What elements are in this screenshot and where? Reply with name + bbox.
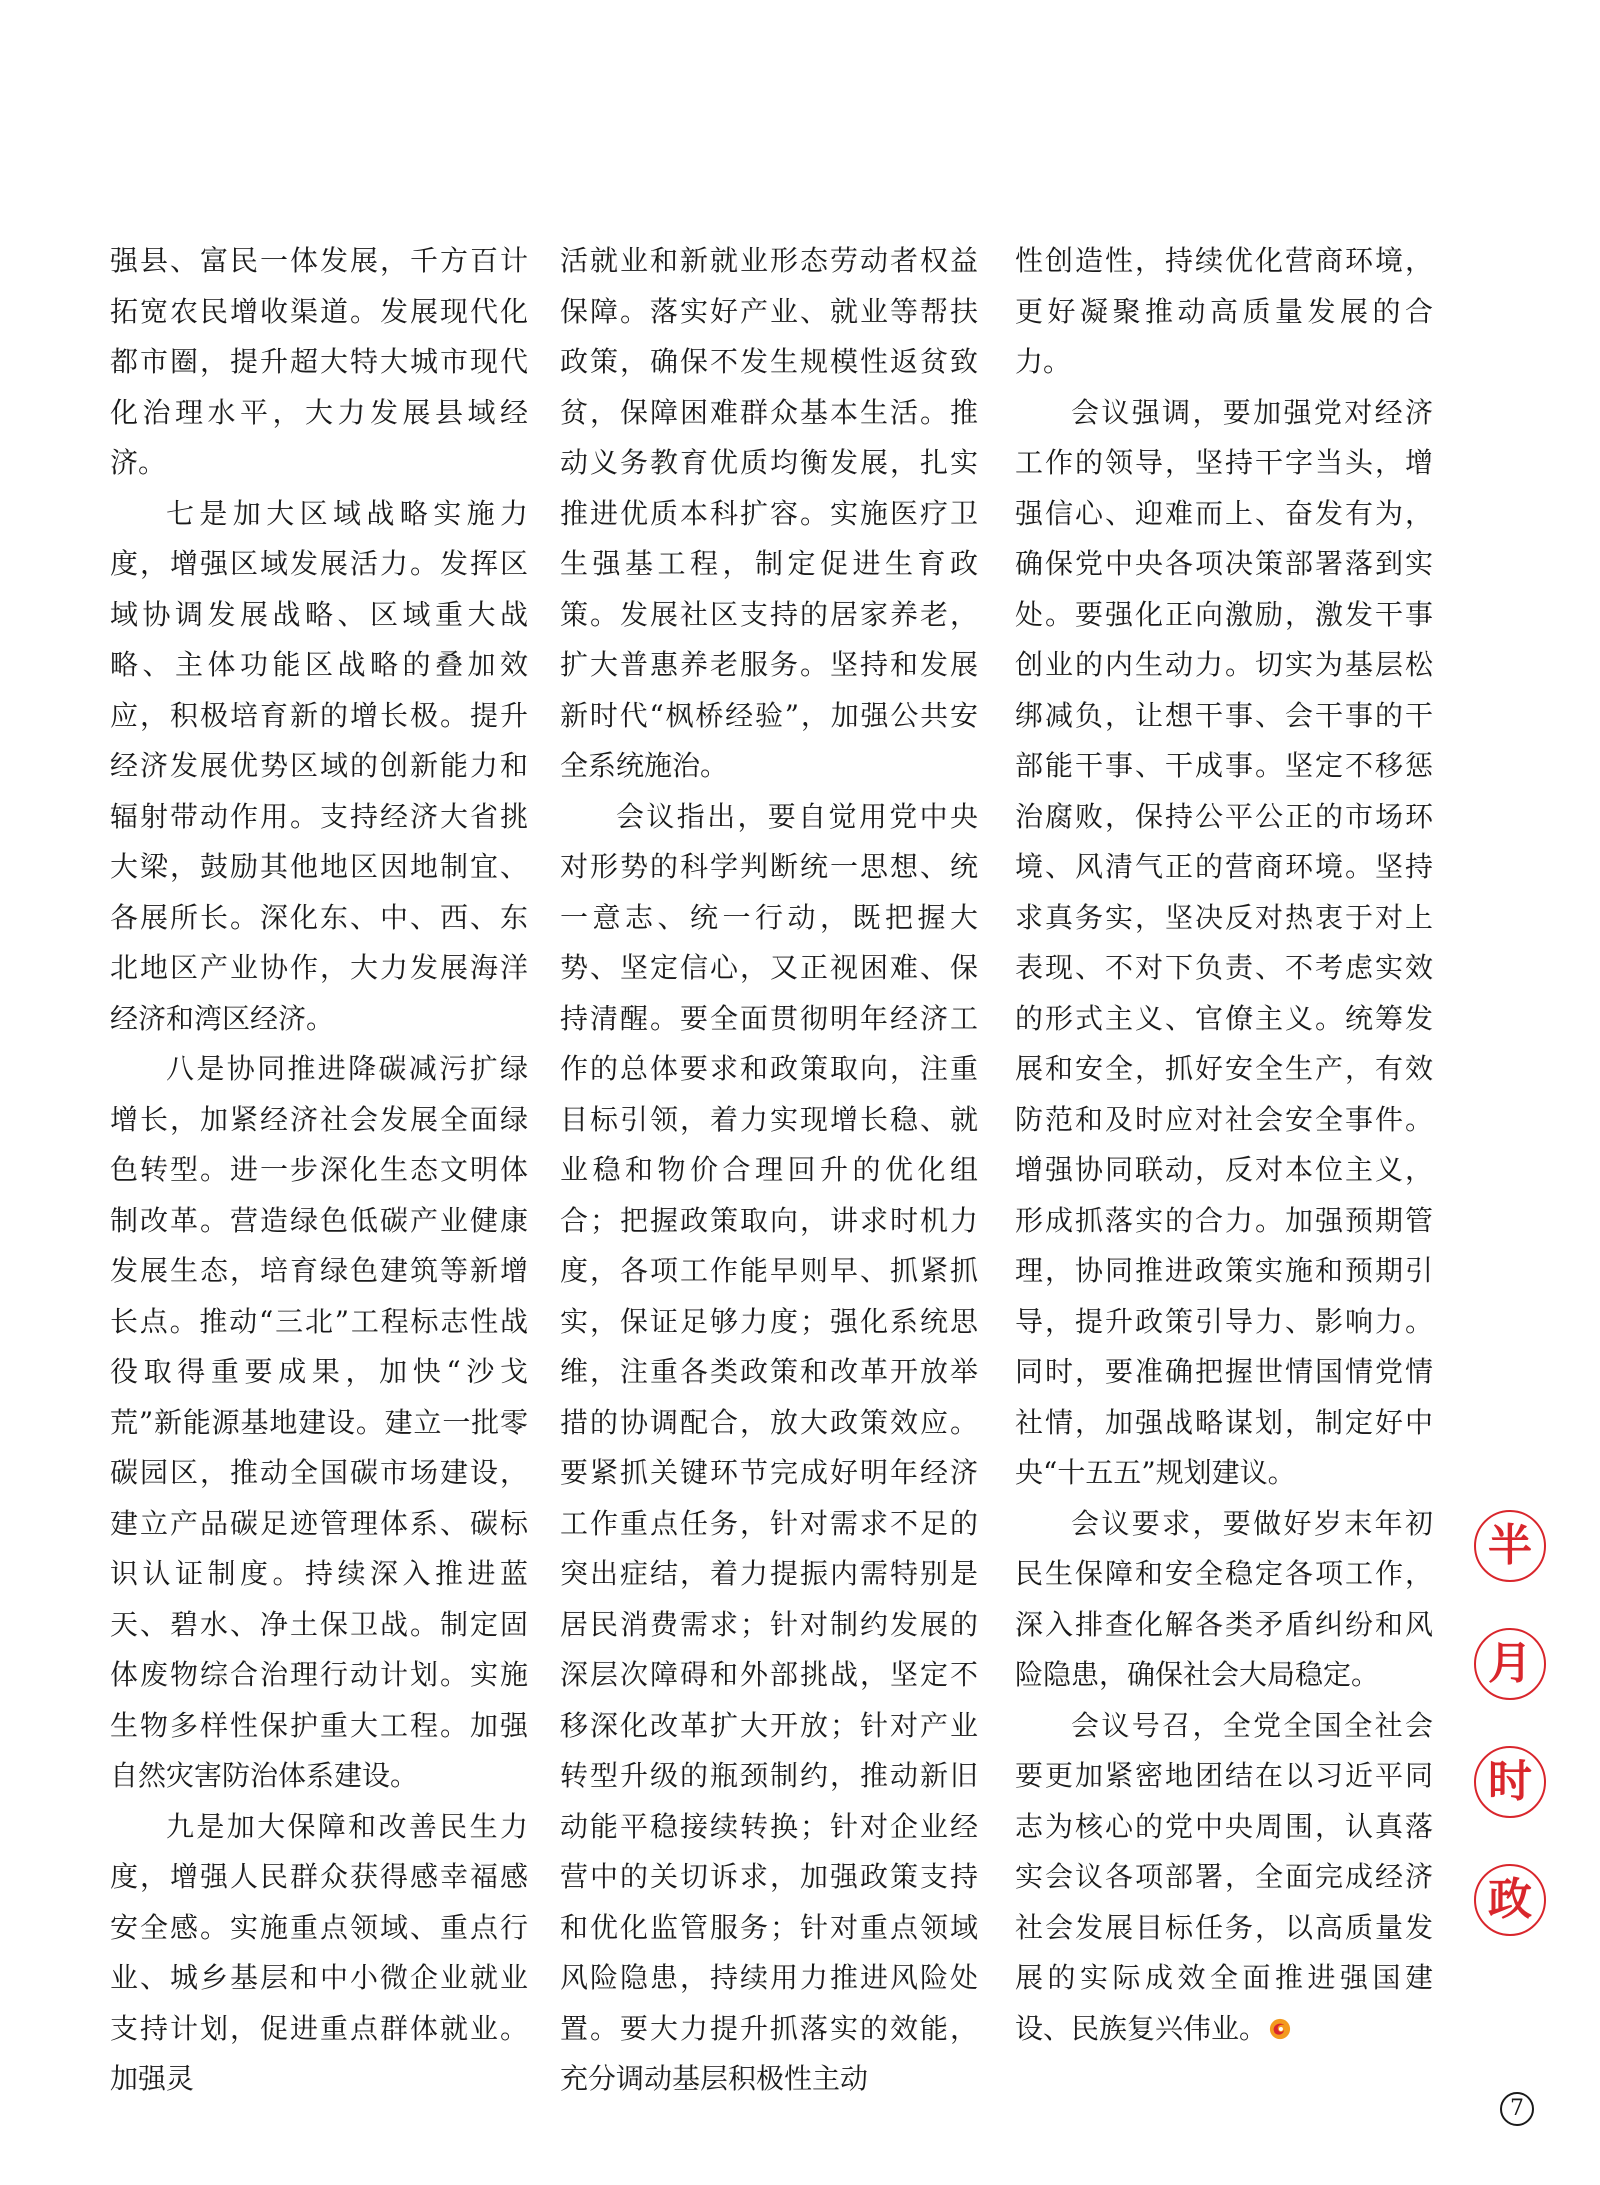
paragraph: 会议要求，要做好岁末年初民生保障和安全稳定各项工作，深入排查化解各类矛盾纠纷和风险隐患，确保社会大局稳定。 bbox=[1015, 1506, 1433, 1691]
closing-paragraph-text: 会议号召，全党全国全社会要更加紧密地团结在以习近平同志为核心的党中央周围，认真落实会议各项部署，全面完成经济社会发展目标任务，以高质量发展的实际成效全面推进强国建设、民族复兴伟业。 bbox=[1015, 1708, 1433, 2045]
paragraph: 性创造性，持续优化营商环境，更好凝聚推动高质量发展的合力。 bbox=[1015, 244, 1433, 378]
column-label-char: 时 bbox=[1474, 1746, 1546, 1818]
column-label-char: 月 bbox=[1474, 1628, 1546, 1700]
column-label-banxue-shizheng bbox=[1474, 1510, 1548, 1982]
paragraph: 会议强调，要加强党对经济工作的领导，坚持干字当头，增强信心、迎难而上、奋发有为，确保党中央各项决策部署落到实处。要强化正向激励，激发干事创业的内生动力。切实为基层松绑减负，让想干事、会干事的干部能干事、干成事。坚定不移惩治腐败，保持公平公正的市场环境、风清气正的营商环境。坚持求真务实，坚决反对热衷于对上表现、不对下负责、不考虑实效的形式主义、官僚主义。统筹发展和安全，抓好安全生产，有效防范和及时应对社会安全事件。增强协同联动，反对本位主义，形成抓落实的合力。加强预期管理，协同推进政策实施和预期引导，提升政策引导力、影响力。同时，要准确把握世情国情党情社情，加强战略谋划，制定好中央“十五五”规划建议。 bbox=[1015, 395, 1433, 1489]
paragraph: 强县、富民一体发展，千方百计拓宽农民增收渠道。发展现代化都市圈，提升超大特大城市现代化治理水平，大力发展县域经济。 bbox=[110, 244, 528, 479]
page-number: 7 bbox=[1500, 2092, 1534, 2126]
paragraph: 会议指出，要自觉用党中央对形势的科学判断统一思想、统一意志、统一行动，既把握大势、坚定信心，又正视困难、保持清醒。要全面贯彻明年经济工作的总体要求和政策取向，注重目标引领，着力实现增长稳、就业稳和物价合理回升的优化组合；把握政策取向，讲求时机力度，各项工作能早则早、抓紧抓实，保证足够力度；强化系统思维，注重各类政策和改革开放举措的协调配合，放大政策效应。要紧抓关键环节完成好明年经济工作重点任务，针对需求不足的突出症结，着力提振内需特别是居民消费需求；针对制约发展的深层次障碍和外部挑战，坚定不移深化改革扩大开放；针对产业转型升级的瓶颈制约，推动新旧动能平稳接续转换；针对企业经营中的关切诉求，加强政策支持和优化监管服务；针对重点领域风险隐患，持续用力推进风险处置。要大力提升抓落实的效能，充分调动基层积极性主动 bbox=[560, 799, 978, 2095]
paragraph: 九是加大保障和改善民生力度，增强人民群众获得感幸福感安全感。实施重点领域、重点行业、城乡基层和中小微企业就业支持计划，促进重点群体就业。加强灵 bbox=[110, 1809, 528, 2095]
swirl-end-mark-icon bbox=[1269, 2018, 1291, 2040]
paragraph bbox=[1015, 1701, 1433, 2055]
text-column-1 bbox=[110, 236, 528, 2105]
column-label-char: 政 bbox=[1474, 1864, 1546, 1936]
column-label-char: 半 bbox=[1474, 1510, 1546, 1582]
paragraph: 活就业和新就业形态劳动者权益保障。落实好产业、就业等帮扶政策，确保不发生规模性返贫致贫，保障困难群众基本生活。推动义务教育优质均衡发展，扎实推进优质本科扩容。实施医疗卫生强基工程，制定促进生育政策。发展社区支持的居家养老，扩大普惠养老服务。坚持和发展新时代“枫桥经验”，加强公共安全系统施治。 bbox=[560, 244, 978, 782]
text-column-3 bbox=[1015, 236, 1433, 2054]
paragraph: 八是协同推进降碳减污扩绿增长，加紧经济社会发展全面绿色转型。进一步深化生态文明体制改革。营造绿色低碳产业健康发展生态，培育绿色建筑等新增长点。推动“三北”工程标志性战役取得重要成果，加快“沙戈荒”新能源基地建设。建立一批零碳园区，推动全国碳市场建设，建立产品碳足迹管理体系、碳标识认证制度。持续深入推进蓝天、碧水、净土保卫战。制定固体废物综合治理行动计划。实施生物多样性保护重大工程。加强自然灾害防治体系建设。 bbox=[110, 1052, 528, 1792]
paragraph: 七是加大区域战略实施力度，增强区域发展活力。发挥区域协调发展战略、区域重大战略、主体功能区战略的叠加效应，积极培育新的增长极。提升经济发展优势区域的创新能力和辐射带动作用。支持经济大省挑大梁，鼓励其他地区因地制宜、各展所长。深化东、中、西、东北地区产业协作，大力发展海洋经济和湾区经济。 bbox=[110, 496, 528, 1035]
text-column-2 bbox=[560, 236, 978, 2105]
